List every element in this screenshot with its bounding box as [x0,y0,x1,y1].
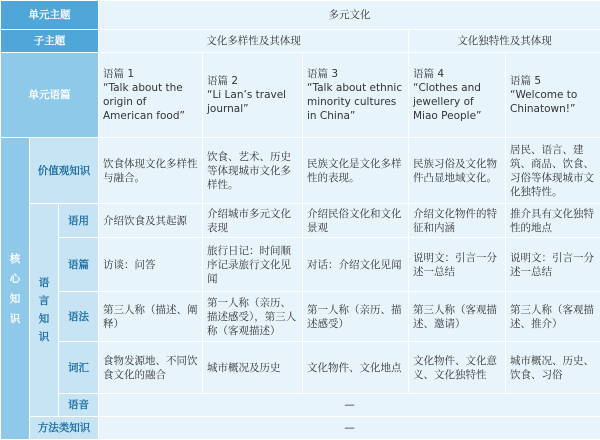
discourse-cell-2: 旅行日记：时间顺序记录旅行文化见闻 [203,238,303,292]
unit-theme-label: 单元主题 [1,1,99,30]
vocabulary-row [1,342,600,394]
pragmatics-label: 语用 [59,204,99,238]
vocabulary-cell-3: 文化物件、文化地点 [303,342,409,394]
grammar-cell-4: 第三人称（客观描述、邀请） [409,292,506,342]
pragmatics-cell-2: 介绍城市多元文化表现 [203,204,303,238]
phonetics-cell: — [99,394,600,417]
pragmatics-row [1,204,600,238]
method-knowledge-label: 方法类知识 [30,417,99,440]
vocabulary-cell-5: 城市概况、历史、饮食、习俗 [506,342,600,394]
values-row [1,138,600,204]
core-knowledge-label: 核心知识 [1,138,30,440]
phonetics-row [1,394,600,417]
discourse-label: 语篇 [59,238,99,292]
discourse-cell-4: 说明文：引言一分述一总结 [409,238,506,292]
sub-theme-uniqueness: 文化独特性及其体现 [409,30,600,53]
method-knowledge-cell: — [99,417,600,440]
text-3: 语篇 3 “Talk about ethnic minority cultures in China” [303,53,409,138]
pragmatics-cell-5: 推介具有文化独特性的地点 [506,204,600,238]
discourse-cell-5: 说明文：引言一分述一总结 [506,238,600,292]
language-knowledge-label: 语言知识 [30,204,59,417]
pragmatics-cell-3: 介绍民俗文化和文化景观 [303,204,409,238]
sub-theme-diversity: 文化多样性及其体现 [99,30,409,53]
method-row [1,417,600,440]
unit-texts-row [1,53,600,138]
phonetics-label: 语音 [59,394,99,417]
values-knowledge-label: 价值观知识 [30,138,99,204]
unit-theme-value: 多元文化 [99,1,600,30]
grammar-cell-1: 第三人称（描述、阐释） [99,292,203,342]
discourse-row [1,238,600,292]
values-cell-1: 饮食体现文化多样性与融合。 [99,138,203,204]
grammar-cell-5: 第三人称（客观描述、推介） [506,292,600,342]
discourse-cell-3: 对话：介绍文化见闻 [303,238,409,292]
text-2: 语篇 2 “Li Lan’s travel journal” [203,53,303,138]
values-cell-2: 饮食、艺术、历史等体现城市文化多样性。 [203,138,303,204]
values-cell-3: 民族文化是文化多样性的表现。 [303,138,409,204]
text-4: 语篇 4 “Clothes and jewellery of Miao People” [409,53,506,138]
vocabulary-cell-1: 食物发源地、不同饮食文化的融合 [99,342,203,394]
discourse-cell-1: 访谈：问答 [99,238,203,292]
vocabulary-cell-2: 城市概况及历史 [203,342,303,394]
grammar-cell-3: 第一人称（亲历、描述感受） [303,292,409,342]
values-cell-4: 民族习俗及文化物件凸显地域文化。 [409,138,506,204]
grammar-label: 语法 [59,292,99,342]
text-1: 语篇 1 “Talk about the origin of American food” [99,53,203,138]
sub-theme-row [1,30,600,53]
vocabulary-cell-4: 文化物件、文化意义、文化独特性 [409,342,506,394]
unit-texts-label: 单元语篇 [1,53,99,138]
values-cell-5: 居民、语言、建筑、商品、饮食、习俗等体现城市文化独特性。 [506,138,600,204]
text-5: 语篇 5 “Welcome to Chinatown!” [506,53,600,138]
grammar-cell-2: 第一人称（亲历、描述感受），第三人称（客观描述） [203,292,303,342]
pragmatics-cell-4: 介绍文化物件的特征和内涵 [409,204,506,238]
unit-theme-row [1,1,600,30]
vocabulary-label: 词汇 [59,342,99,394]
sub-theme-label: 子主题 [1,30,99,53]
grammar-row [1,292,600,342]
pragmatics-cell-1: 介绍饮食及其起源 [99,204,203,238]
